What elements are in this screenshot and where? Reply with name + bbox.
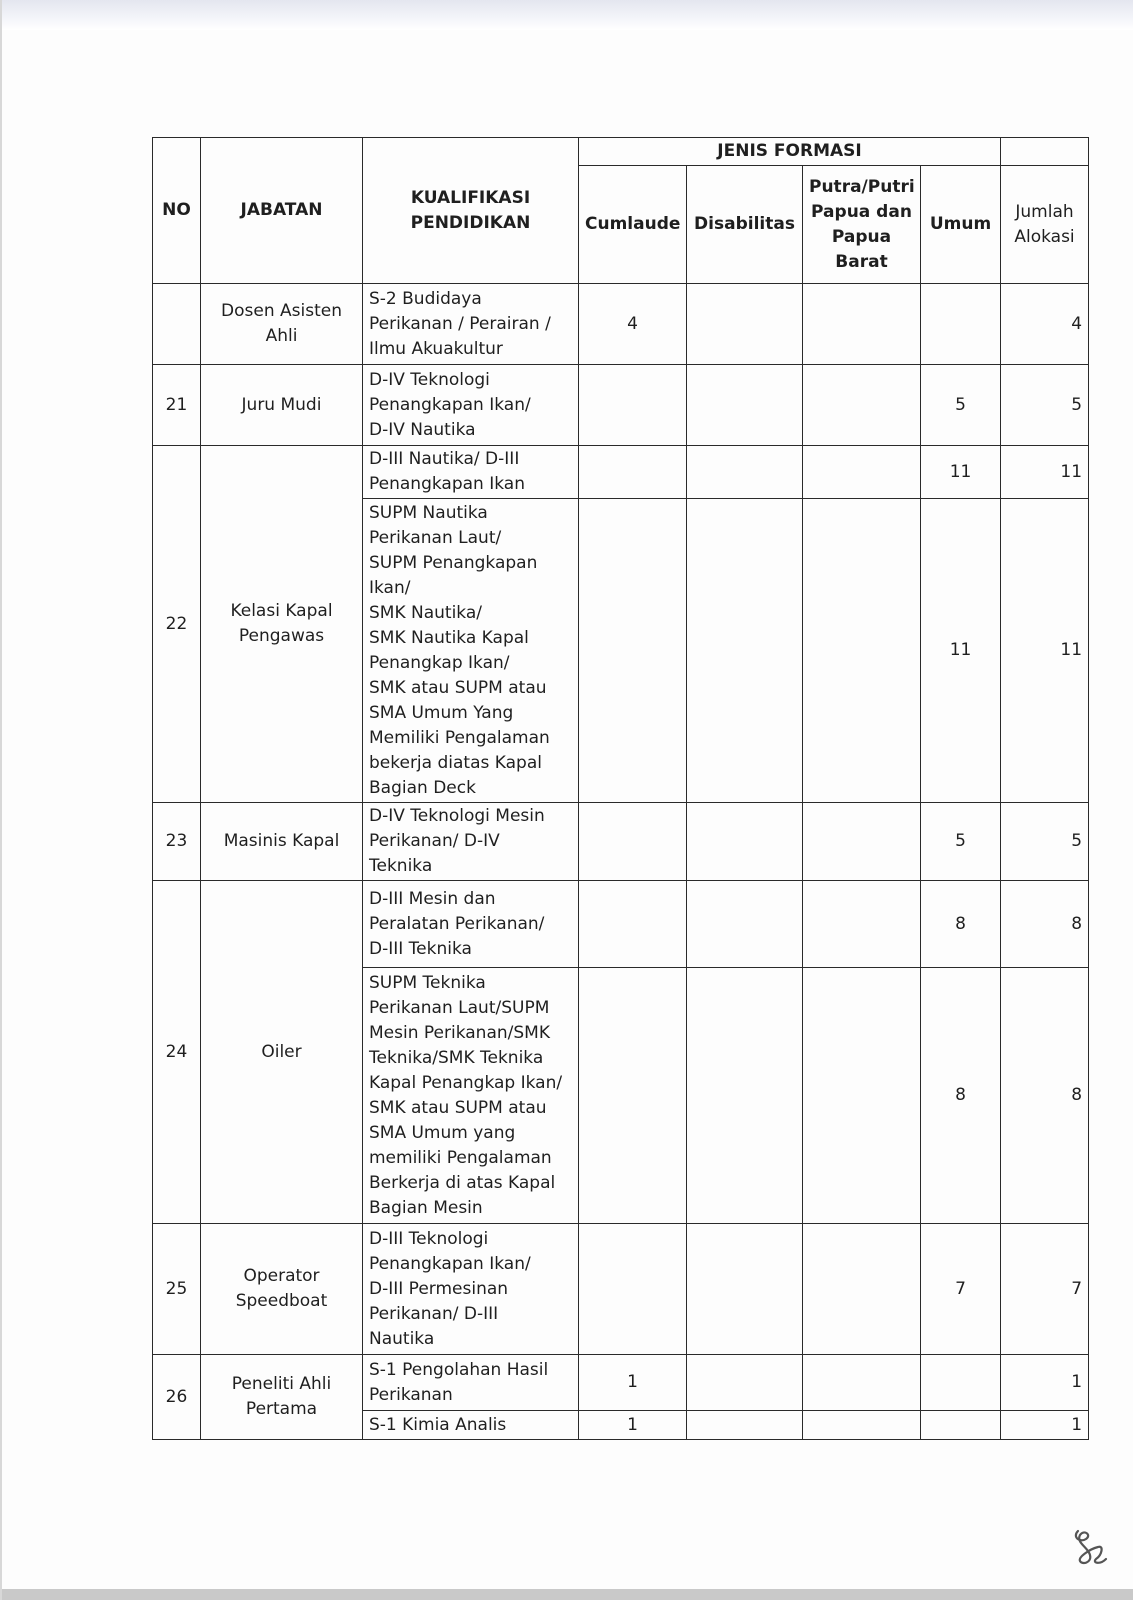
cell-papua <box>803 803 921 881</box>
cell-umum: 5 <box>921 365 1001 446</box>
cell-cumlaude <box>579 881 687 968</box>
cell-kualifikasi: D-IV Teknologi Penangkapan Ikan/ D-IV Nautika <box>363 365 579 446</box>
cell-umum: 7 <box>921 1224 1001 1355</box>
table-row <box>153 365 1089 446</box>
cell-kualifikasi: S-1 Pengolahan Hasil Perikanan <box>363 1355 579 1411</box>
cell-kualifikasi: SUPM Teknika Perikanan Laut/SUPM Mesin Perikanan/SMK Teknika/SMK Teknika Kapal Penangkap Ikan/ SMK atau SUPM atau SMA Umum yang memiliki Pengalaman Berkerja di atas Kapal Bagian Mesin <box>363 968 579 1224</box>
cell-jumlah: 4 <box>1001 284 1089 365</box>
cell-kualifikasi: D-IV Teknologi Mesin Perikanan/ D-IV Teknika <box>363 803 579 881</box>
cell-umum: 11 <box>921 446 1001 499</box>
header-jabatan: JABATAN <box>201 138 363 284</box>
cell-jumlah: 8 <box>1001 881 1089 968</box>
cell-jabatan: Oiler <box>201 881 363 1224</box>
header-umum: Umum <box>921 166 1001 284</box>
cell-umum: 5 <box>921 803 1001 881</box>
cell-jumlah: 11 <box>1001 499 1089 803</box>
cell-cumlaude: 1 <box>579 1355 687 1411</box>
formasi-table <box>152 137 1089 1440</box>
cell-disabilitas <box>687 284 803 365</box>
cell-cumlaude <box>579 1224 687 1355</box>
scan-edge-bottom <box>2 1589 1133 1600</box>
header-papua: Putra/Putri Papua dan Papua Barat <box>803 166 921 284</box>
table-row <box>153 881 1089 968</box>
cell-jumlah: 5 <box>1001 365 1089 446</box>
cell-cumlaude <box>579 499 687 803</box>
cell-no: 26 <box>153 1355 201 1440</box>
cell-disabilitas <box>687 1355 803 1411</box>
cell-jabatan: Masinis Kapal <box>201 803 363 881</box>
handwritten-initial-icon <box>1070 1525 1110 1569</box>
cell-umum: 8 <box>921 968 1001 1224</box>
cell-umum: 8 <box>921 881 1001 968</box>
cell-papua <box>803 499 921 803</box>
cell-kualifikasi: SUPM Nautika Perikanan Laut/ SUPM Penangkapan Ikan/ SMK Nautika/ SMK Nautika Kapal Penangkap Ikan/ SMK atau SUPM atau SMA Umum Yang Memiliki Pengalaman bekerja diatas Kapal Bagian Deck <box>363 499 579 803</box>
cell-no: 22 <box>153 446 201 803</box>
cell-disabilitas <box>687 365 803 446</box>
cell-no: 24 <box>153 881 201 1224</box>
header-jenis-formasi: JENIS FORMASI <box>579 138 1001 166</box>
cell-disabilitas <box>687 1224 803 1355</box>
header-row-1 <box>153 138 1089 166</box>
cell-jabatan: Juru Mudi <box>201 365 363 446</box>
cell-umum <box>921 1355 1001 1411</box>
table-row <box>153 446 1089 499</box>
header-no: NO <box>153 138 201 284</box>
table-row <box>153 803 1089 881</box>
cell-disabilitas <box>687 446 803 499</box>
cell-no: 21 <box>153 365 201 446</box>
cell-kualifikasi: S-1 Kimia Analis <box>363 1411 579 1440</box>
cell-papua <box>803 881 921 968</box>
cell-umum <box>921 284 1001 365</box>
cell-disabilitas <box>687 1411 803 1440</box>
cell-papua <box>803 1411 921 1440</box>
header-blank-cell <box>1001 138 1089 166</box>
cell-kualifikasi: D-III Mesin dan Peralatan Perikanan/ D-III Teknika <box>363 881 579 968</box>
cell-kualifikasi: S-2 Budidaya Perikanan / Perairan / Ilmu Akuakultur <box>363 284 579 365</box>
cell-papua <box>803 365 921 446</box>
cell-cumlaude <box>579 968 687 1224</box>
cell-kualifikasi: D-III Nautika/ D-III Penangkapan Ikan <box>363 446 579 499</box>
table-row <box>153 1224 1089 1355</box>
cell-kualifikasi: D-III Teknologi Penangkapan Ikan/ D-III Permesinan Perikanan/ D-III Nautika <box>363 1224 579 1355</box>
cell-cumlaude <box>579 446 687 499</box>
cell-disabilitas <box>687 499 803 803</box>
cell-jumlah: 5 <box>1001 803 1089 881</box>
cell-papua <box>803 446 921 499</box>
header-kualifikasi: KUALIFIKASI PENDIDIKAN <box>363 138 579 284</box>
cell-disabilitas <box>687 881 803 968</box>
cell-cumlaude: 4 <box>579 284 687 365</box>
header-disabilitas: Disabilitas <box>687 166 803 284</box>
cell-disabilitas <box>687 803 803 881</box>
cell-jabatan: Operator Speedboat <box>201 1224 363 1355</box>
cell-umum <box>921 1411 1001 1440</box>
cell-no <box>153 284 201 365</box>
cell-jabatan: Peneliti Ahli Pertama <box>201 1355 363 1440</box>
cell-jumlah: 8 <box>1001 968 1089 1224</box>
cell-no: 23 <box>153 803 201 881</box>
scan-edge-top <box>2 0 1133 30</box>
cell-no: 25 <box>153 1224 201 1355</box>
cell-jabatan: Dosen Asisten Ahli <box>201 284 363 365</box>
cell-papua <box>803 284 921 365</box>
cell-jumlah: 11 <box>1001 446 1089 499</box>
cell-papua <box>803 968 921 1224</box>
cell-jumlah: 1 <box>1001 1355 1089 1411</box>
cell-cumlaude: 1 <box>579 1411 687 1440</box>
header-jumlah: Jumlah Alokasi <box>1001 166 1089 284</box>
cell-cumlaude <box>579 365 687 446</box>
cell-umum: 11 <box>921 499 1001 803</box>
cell-jabatan: Kelasi Kapal Pengawas <box>201 446 363 803</box>
cell-papua <box>803 1224 921 1355</box>
table-row <box>153 284 1089 365</box>
cell-papua <box>803 1355 921 1411</box>
cell-jumlah: 1 <box>1001 1411 1089 1440</box>
cell-disabilitas <box>687 968 803 1224</box>
table-row <box>153 1355 1089 1411</box>
header-cumlaude: Cumlaude <box>579 166 687 284</box>
cell-cumlaude <box>579 803 687 881</box>
cell-jumlah: 7 <box>1001 1224 1089 1355</box>
